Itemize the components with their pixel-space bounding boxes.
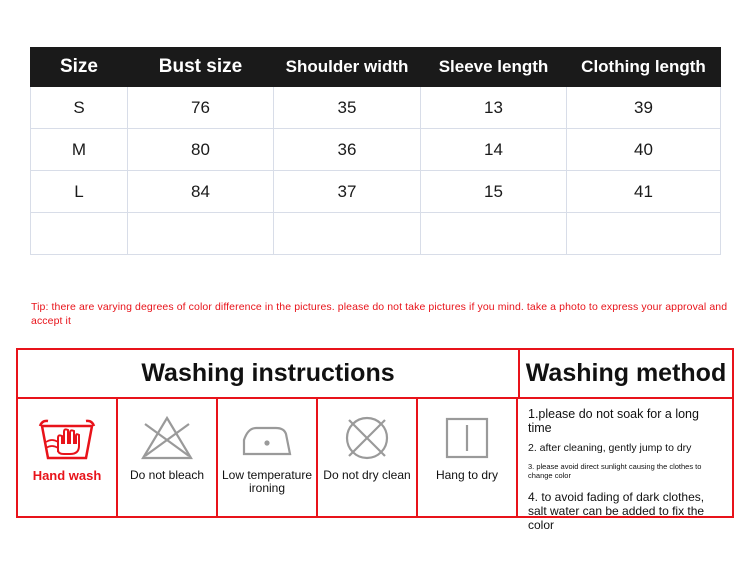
washing-icon-label: Do not dry clean xyxy=(323,468,411,482)
cell-size xyxy=(31,213,128,255)
size-chart xyxy=(30,47,720,255)
washing-icon-hang-to-dry xyxy=(418,399,518,516)
cell-shoulder-width: 35 xyxy=(274,87,421,129)
column-header-bust-size: Bust size xyxy=(128,48,274,87)
size-table-header xyxy=(31,48,721,87)
cell-sleeve-length: 14 xyxy=(421,129,567,171)
washing-method-list xyxy=(518,399,732,532)
cell-bust-size xyxy=(128,213,274,255)
cell-sleeve-length: 15 xyxy=(421,171,567,213)
washing-panel-header xyxy=(18,350,732,397)
washing-icon-hand-wash xyxy=(18,399,118,516)
color-difference-tip: Tip: there are varying degrees of color difference in the pictures. please do not take pictures if you mind. take a photo to express your approval and accept it xyxy=(31,301,728,327)
low-temperature-ironing-icon xyxy=(236,407,298,469)
cell-shoulder-width: 37 xyxy=(274,171,421,213)
washing-panel-body xyxy=(18,397,732,532)
cell-bust-size: 84 xyxy=(128,171,274,213)
washing-instructions-title: Washing instructions xyxy=(18,350,520,397)
do-not-dry-clean-icon xyxy=(336,407,398,469)
table-row xyxy=(31,171,721,213)
cell-sleeve-length xyxy=(421,213,567,255)
washing-icon-label: Hand wash xyxy=(32,468,102,483)
cell-size: L xyxy=(31,171,128,213)
cell-clothing-length: 41 xyxy=(567,171,721,213)
washing-icon-label: Do not bleach xyxy=(129,468,205,482)
cell-bust-size: 76 xyxy=(128,87,274,129)
cell-sleeve-length: 13 xyxy=(421,87,567,129)
size-table-body xyxy=(31,87,721,255)
washing-icon-do-not-bleach xyxy=(118,399,218,516)
washing-method-step-4: 4. to avoid fading of dark clothes, salt water can be added to fix the color xyxy=(528,490,705,532)
table-row xyxy=(31,213,721,255)
cell-clothing-length: 39 xyxy=(567,87,721,129)
washing-method-step-2: 2. after cleaning, gently jump to dry xyxy=(528,442,692,454)
cell-bust-size: 80 xyxy=(128,129,274,171)
table-header-row xyxy=(31,48,721,87)
washing-method-step-3: 3. please avoid direct sunlight causing the clothes to change color xyxy=(528,462,702,480)
do-not-bleach-icon xyxy=(136,407,198,469)
size-table xyxy=(30,47,721,255)
washing-method-title: Washing method xyxy=(525,359,727,387)
washing-icon-low-temperature-ironing xyxy=(218,399,318,516)
cell-size: M xyxy=(31,129,128,171)
column-header-clothing-length: Clothing length xyxy=(567,48,721,87)
hang-to-dry-icon xyxy=(436,407,498,469)
cell-shoulder-width xyxy=(274,213,421,255)
column-header-sleeve-length: Sleeve length xyxy=(421,48,567,87)
column-header-size: Size xyxy=(31,48,128,87)
cell-shoulder-width: 36 xyxy=(274,129,421,171)
hand-wash-icon xyxy=(36,407,98,469)
cell-clothing-length xyxy=(567,213,721,255)
washing-method-step-1: 1.please do not soak for a long time xyxy=(528,407,699,435)
table-row xyxy=(31,129,721,171)
cell-clothing-length: 40 xyxy=(567,129,721,171)
washing-icon-label: Low temperature ironing xyxy=(221,468,313,495)
washing-icon-label: Hang to dry xyxy=(435,468,499,482)
washing-panel xyxy=(16,348,734,532)
washing-icon-do-not-dry-clean xyxy=(318,399,418,516)
table-row xyxy=(31,87,721,129)
column-header-shoulder-width: Shoulder width xyxy=(274,48,421,87)
cell-size: S xyxy=(31,87,128,129)
